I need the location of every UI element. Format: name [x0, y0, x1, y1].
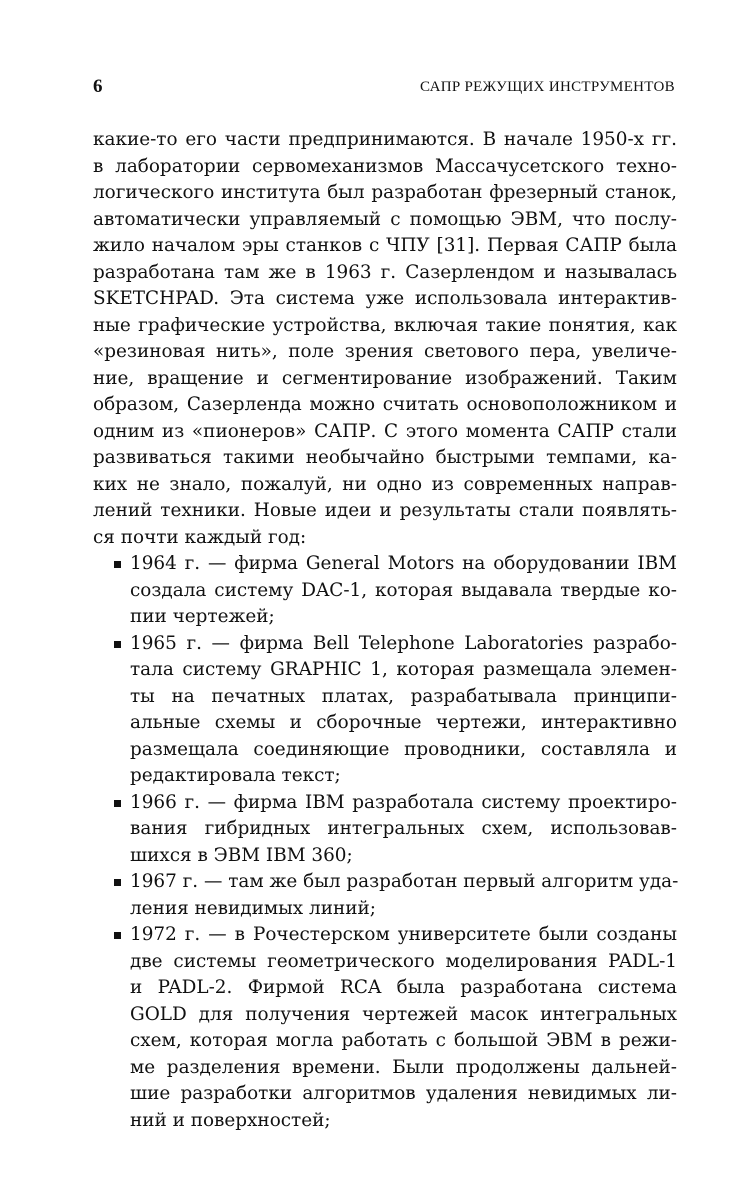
- text-line: ние, вращение и сегментирование изображений. Таким: [93, 367, 677, 389]
- text-line: автоматически управляемый с помощью ЭВМ, что послу-: [93, 208, 677, 230]
- text-line: создала систему DAC-1, которая выдавала твердые ко-: [130, 579, 677, 601]
- text-line: 1964 г. — фирма General Motors на оборудовании IBM: [130, 553, 677, 574]
- text-line: развиваться такими необычайно быстрыми темпами, ка-: [93, 447, 677, 468]
- square-bullet-icon: [114, 879, 121, 886]
- text-line: какие-то его части предпринимаются. В начале 1950-х гг.: [93, 129, 677, 150]
- square-bullet-icon: [114, 800, 121, 807]
- text-line: вания гибридных интегральных схем, использовав-: [130, 818, 677, 839]
- body-text: [93, 127, 677, 1134]
- text-line: ний и поверхностей;: [130, 1109, 331, 1131]
- text-line: в лаборатории сервомеханизмов Массачусетского техно-: [93, 155, 677, 177]
- text-line: пии чертежей;: [130, 606, 275, 627]
- text-line: разработана там же в 1963 г. Сазерлендом и называлась: [93, 261, 677, 283]
- text-line: и PADL-2. Фирмой RCA была разработана система: [130, 977, 677, 998]
- square-bullet-icon: [114, 561, 121, 568]
- text-line: 1967 г. — там же был разработан первый алгоритм уда-: [130, 871, 679, 892]
- running-head: [93, 74, 675, 100]
- text-line: тала систему GRAPHIC 1, которая размещала элемен-: [130, 659, 677, 680]
- text-line: жило началом эры станков с ЧПУ [31]. Первая САПР была: [93, 235, 677, 256]
- text-line: «резиновая нить», поле зрения светового пера, увеличе-: [93, 341, 677, 362]
- bullet-list: [93, 551, 677, 1134]
- square-bullet-icon: [114, 932, 121, 939]
- text-line: две системы геометрического моделирования PADL-1: [130, 950, 677, 972]
- text-line: ся почти каждый год:: [93, 526, 307, 548]
- text-line: ких не знало, пожалуй, ни одно из современных направ-: [93, 473, 677, 495]
- text-line: логического института был разработан фрезерный станок,: [93, 182, 677, 203]
- text-line: альные схемы и сборочные чертежи, интерактивно: [130, 712, 677, 733]
- book-title: САПР РЕЖУЩИХ ИНСТРУМЕНТОВ: [420, 79, 675, 95]
- text-line: размещала соединяющие проводники, составляла и: [130, 738, 677, 760]
- text-line: ления невидимых линий;: [130, 897, 376, 919]
- text-line: лений техники. Новые идеи и результаты стали появлять-: [93, 500, 677, 521]
- text-line: SKETCHPAD. Эта система уже использовала интерактив-: [93, 288, 677, 309]
- list-item-1967: [93, 869, 677, 922]
- list-item-1964: [93, 551, 677, 631]
- text-line: 1965 г. — фирма Bell Telephone Laboratories разрабо-: [130, 632, 677, 654]
- list-item-1972: [93, 922, 677, 1134]
- text-line: ные графические устройства, включая такие понятия, как: [93, 314, 677, 336]
- text-line: одним из «пионеров» САПР. С этого момента САПР стали: [93, 420, 677, 442]
- text-line: ме разделения времени. Были продолжены дальней-: [130, 1056, 677, 1078]
- text-line: GOLD для получения чертежей масок интегральных: [130, 1003, 677, 1025]
- text-line: шихся в ЭВМ IBM 360;: [130, 844, 353, 866]
- intro-paragraph: [93, 127, 677, 551]
- text-line: 1966 г. — фирма IBM разработала систему проектиро-: [130, 791, 677, 813]
- text-line: образом, Сазерленда можно считать основоположником и: [93, 394, 677, 415]
- text-line: ты на печатных платах, разрабатывала принципи-: [130, 685, 677, 707]
- text-line: шие разработки алгоритмов удаления невидимых ли-: [130, 1083, 677, 1104]
- list-item-1965: [93, 631, 677, 790]
- list-item-1966: [93, 790, 677, 870]
- text-line: редактировала текст;: [130, 765, 341, 786]
- page-number: 6: [93, 76, 103, 97]
- text-line: 1972 г. — в Рочестерском университете были созданы: [130, 924, 677, 945]
- square-bullet-icon: [114, 641, 121, 648]
- text-line: схем, которая могла работать с большой ЭВМ в режи-: [130, 1030, 677, 1051]
